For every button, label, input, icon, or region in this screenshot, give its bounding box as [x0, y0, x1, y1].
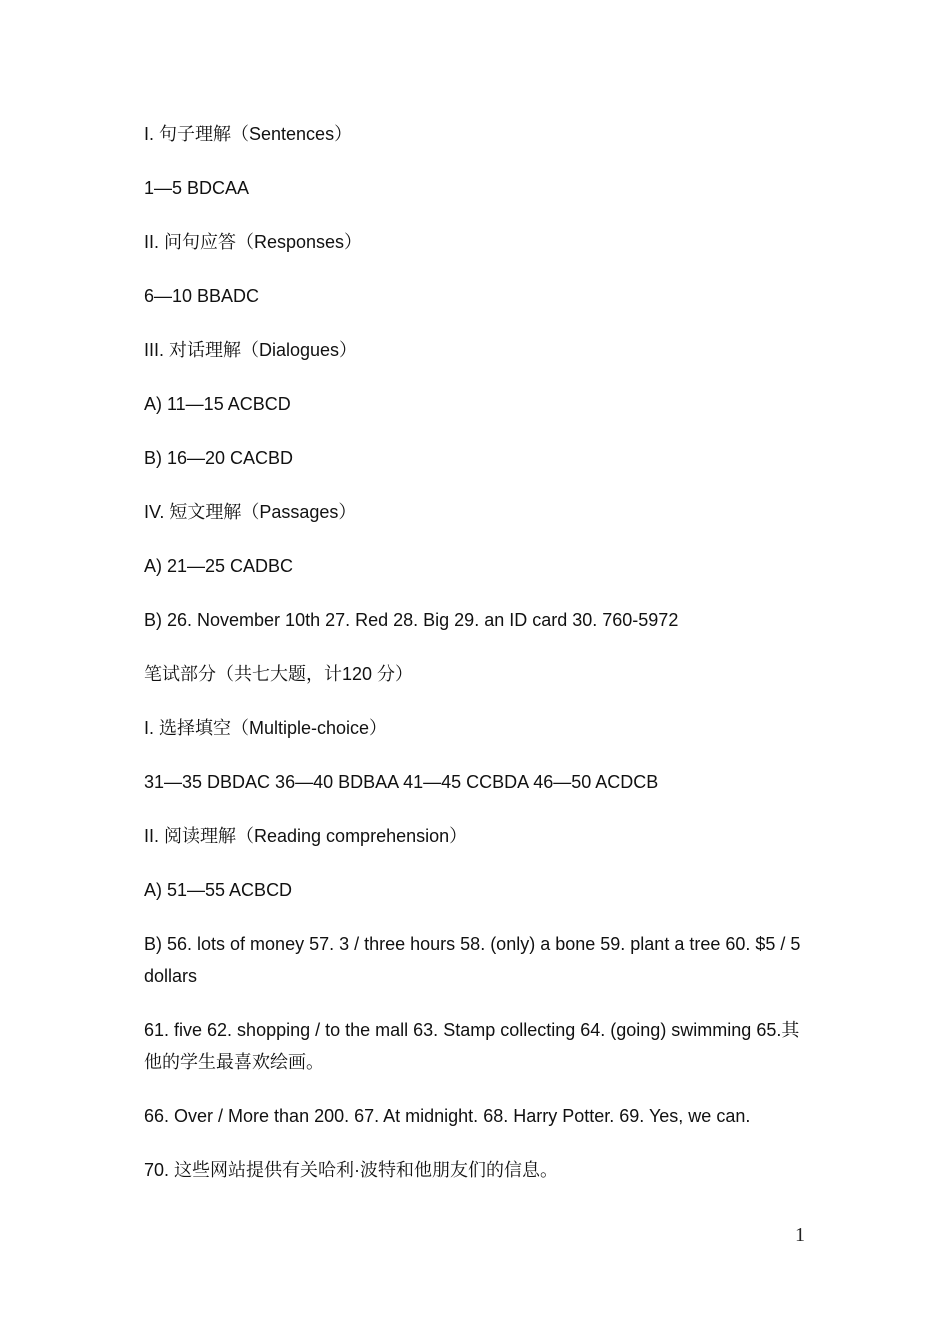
answer-line-11-15: A) 11—15 ACBCD [144, 394, 291, 414]
answer-line-51-55: A) 51—55 ACBCD [144, 880, 293, 900]
section-heading-multiple-choice: I. 选择填空（Multiple-choice） [144, 718, 388, 738]
section-heading-dialogues: III. 对话理解（Dialogues） [144, 340, 358, 360]
section-heading-reading-comprehension: II. 阅读理解（Reading comprehension） [144, 826, 468, 846]
answer-line-21-25: A) 21—25 CADBC [144, 556, 294, 576]
section-heading-written-part: 笔试部分（共七大题，计120 分） [144, 664, 414, 684]
section-heading-passages: IV. 短文理解（Passages） [144, 502, 357, 522]
answer-line-70: 70. 这些网站提供有关哈利·波特和他朋友们的信息。 [144, 1160, 559, 1180]
answer-line-56-60: B) 56. lots of money 57. 3 / three hours 58. (only) a bone 59. plant a tree 60. $5 / 5 dollars [144, 934, 801, 986]
answer-line-31-50: 31—35 DBDAC 36—40 BDBAA 41—45 CCBDA 46—50 ACDCB [144, 772, 659, 792]
answer-line-26-30: B) 26. November 10th 27. Red 28. Big 29. an ID card 30. 760-5972 [144, 610, 679, 630]
section-heading-responses: II. 问句应答（Responses） [144, 232, 363, 252]
section-heading-sentences: I. 句子理解（Sentences） [144, 124, 353, 144]
answer-line-1-5: 1—5 BDCAA [144, 178, 250, 198]
answer-line-16-20: B) 16—20 CACBD [144, 448, 294, 468]
page-number: 1 [795, 1224, 805, 1246]
answer-line-66-69: 66. Over / More than 200. 67. At midnight. 68. Harry Potter. 69. Yes, we can. [144, 1106, 751, 1126]
answer-key-content [144, 118, 812, 1208]
answer-line-61-65: 61. five 62. shopping / to the mall 63. Stamp collecting 64. (going) swimming 65.其他的学生最喜欢绘画。 [144, 1020, 800, 1072]
answer-line-6-10: 6—10 BBADC [144, 286, 260, 306]
